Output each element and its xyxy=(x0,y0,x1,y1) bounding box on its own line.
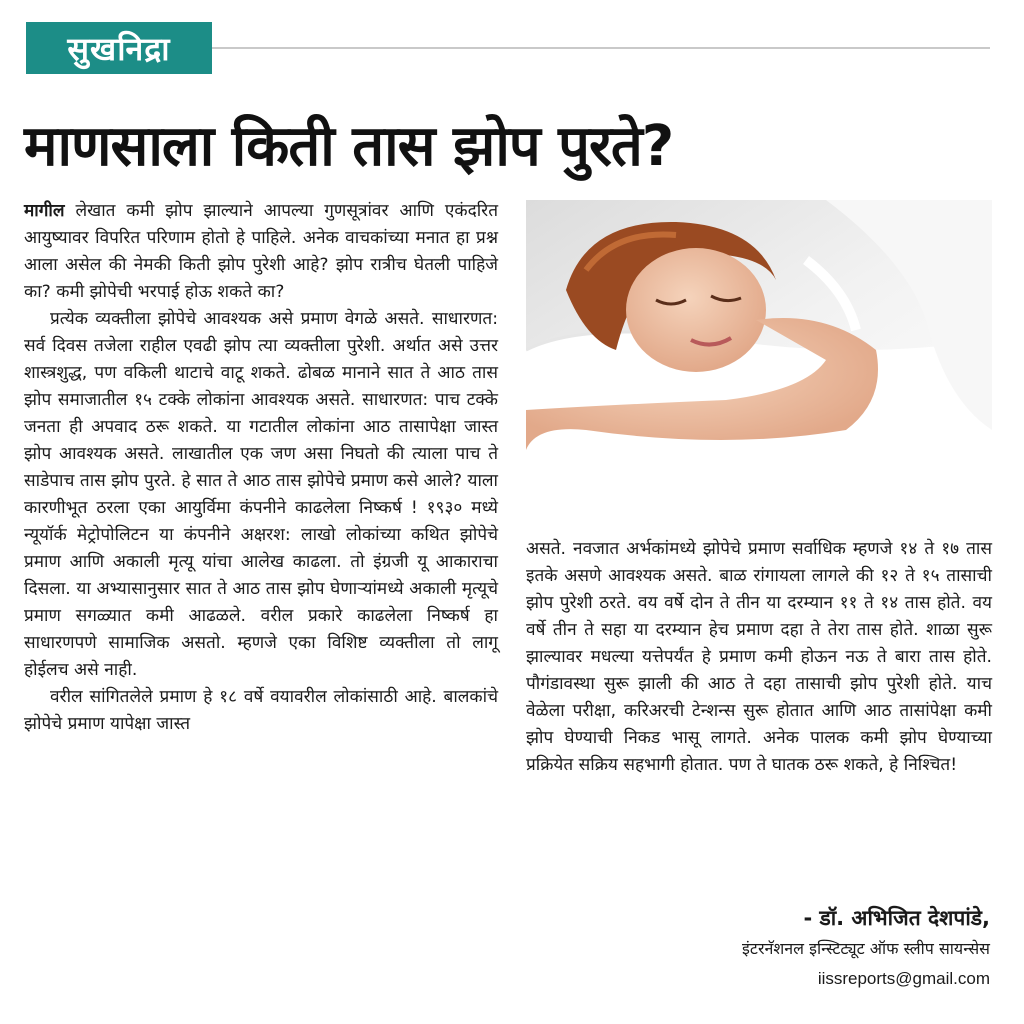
author-institute: इंटरनॅशनल इन्स्टिट्यूट ऑफ स्लीप सायन्सेस xyxy=(742,939,990,958)
photo-illustration xyxy=(526,200,992,496)
right-paragraph: असते. नवजात अर्भकांमध्ये झोपेचे प्रमाण सर्वाधिक म्हणजे १४ ते १७ तास इतके असणे आवश्यक असते. बाळ रांगायला लागले की १२ ते १५ तासाची झोप पुरेशी ठरते. वय वर्षे दोन ते तीन या दरम्यान ११ ते १४ तास होते. वय वर्षे तीन ते सहा या दरम्यान हेच प्रमाण दहा ते तेरा तास होते. शाळा सुरू झाल्यावर मधल्या यत्तेपर्यंत हे प्रमाण कमी होऊन नऊ ते बारा तास होते. पौगंडावस्था सुरू झाली की आठ ते दहा तासाची झोप पुरेशी होते. याच वेळेला परीक्षा, करिअरची टेन्शन्स सुरू होतात आणि आठ तासांपेक्षा कमी झोप घेण्याची निकड भासू लागते. अनेक पालक कमी झोप घेण्याच्या प्रक्रियेत सक्रिय सहभागी होतात. पण ते घातक ठरू शकते, हे निश्चित! xyxy=(526,539,992,775)
section-tag: सुखनिद्रा xyxy=(26,22,212,74)
right-column xyxy=(526,536,992,779)
lead-word: मागील xyxy=(24,201,65,221)
paragraph-1-text: लेखात कमी झोप झाल्याने आपल्या गुणसूत्रांवर आणि एकंदरित आयुष्यावर विपरित परिणाम होतो हे पाहिले. अनेक वाचकांच्या मनात हा प्रश्न आला असेल की नेमकी किती झोप पुरेशी आहे? झोप रात्रीच घेतली पाहिजे का? कमी झोपेची भरपाई होऊ शकते का? xyxy=(24,201,498,302)
section-divider xyxy=(212,47,990,49)
paragraph-2: प्रत्येक व्यक्तीला झोपेचे आवश्यक असे प्रमाण वेगळे असते. साधारणत: सर्व दिवस तजेला राहील एवढी झोप त्या व्यक्तीला पुरेशी. अर्थात असे उत्तर शास्त्रशुद्ध, पण वकिली थाटाचे वाटू शकते. ढोबळ मानाने सात ते आठ तास झोप समाजातील १५ टक्के लोकांना आवश्यक असते. साधारणत: पाच टक्के जनता ही अपवाद ठरू शकते. या गटातील लोकांना आठ तासापेक्षा जास्त झोप आवश्यक असते. लाखातील एक जण असा निघतो की त्याला पाच ते साडेपाच तास झोप पुरते. हे सात ते आठ तास झोपेचे प्रमाण कसे आले? याला कारणीभूत ठरला एका आयुर्विमा कंपनीने काढलेला निष्कर्ष ! १९३० मध्ये न्यूयॉर्क मेट्रोपोलिटन या कंपनीने अक्षरश: लाखो लोकांच्या कथित झोपेचे प्रमाण आणि अकाली मृत्यू यांचा आलेख काढला. तो इंग्रजी यू आकाराचा दिसला. या अभ्यासानुसार सात ते आठ तास झोप घेणाऱ्यांमध्ये अकाली मृत्यूचे प्रमाण सगळ्यात कमी आढळले. वरील प्रकारे काढलेला निष्कर्ष हा साधारणपणे सामाजिक असतो. म्हणजे एका विशिष्ट व्यक्तीला तो लागू होईलच असे नाही. xyxy=(24,309,498,680)
author-email: iissreports@gmail.com xyxy=(817,969,990,988)
author-name: - डॉ. अभिजित देशपांडे, xyxy=(803,906,990,930)
headline: माणसाला किती तास झोप पुरते? xyxy=(24,114,674,179)
left-column xyxy=(24,198,498,738)
paragraph-3: वरील सांगितलेले प्रमाण हे १८ वर्षे वयावरील लोकांसाठी आहे. बालकांचे झोपेचे प्रमाण यापेक्षा जास्त xyxy=(24,687,498,734)
byline xyxy=(742,902,990,994)
sleeping-woman-photo xyxy=(526,200,992,496)
paragraph-1 xyxy=(24,198,498,306)
